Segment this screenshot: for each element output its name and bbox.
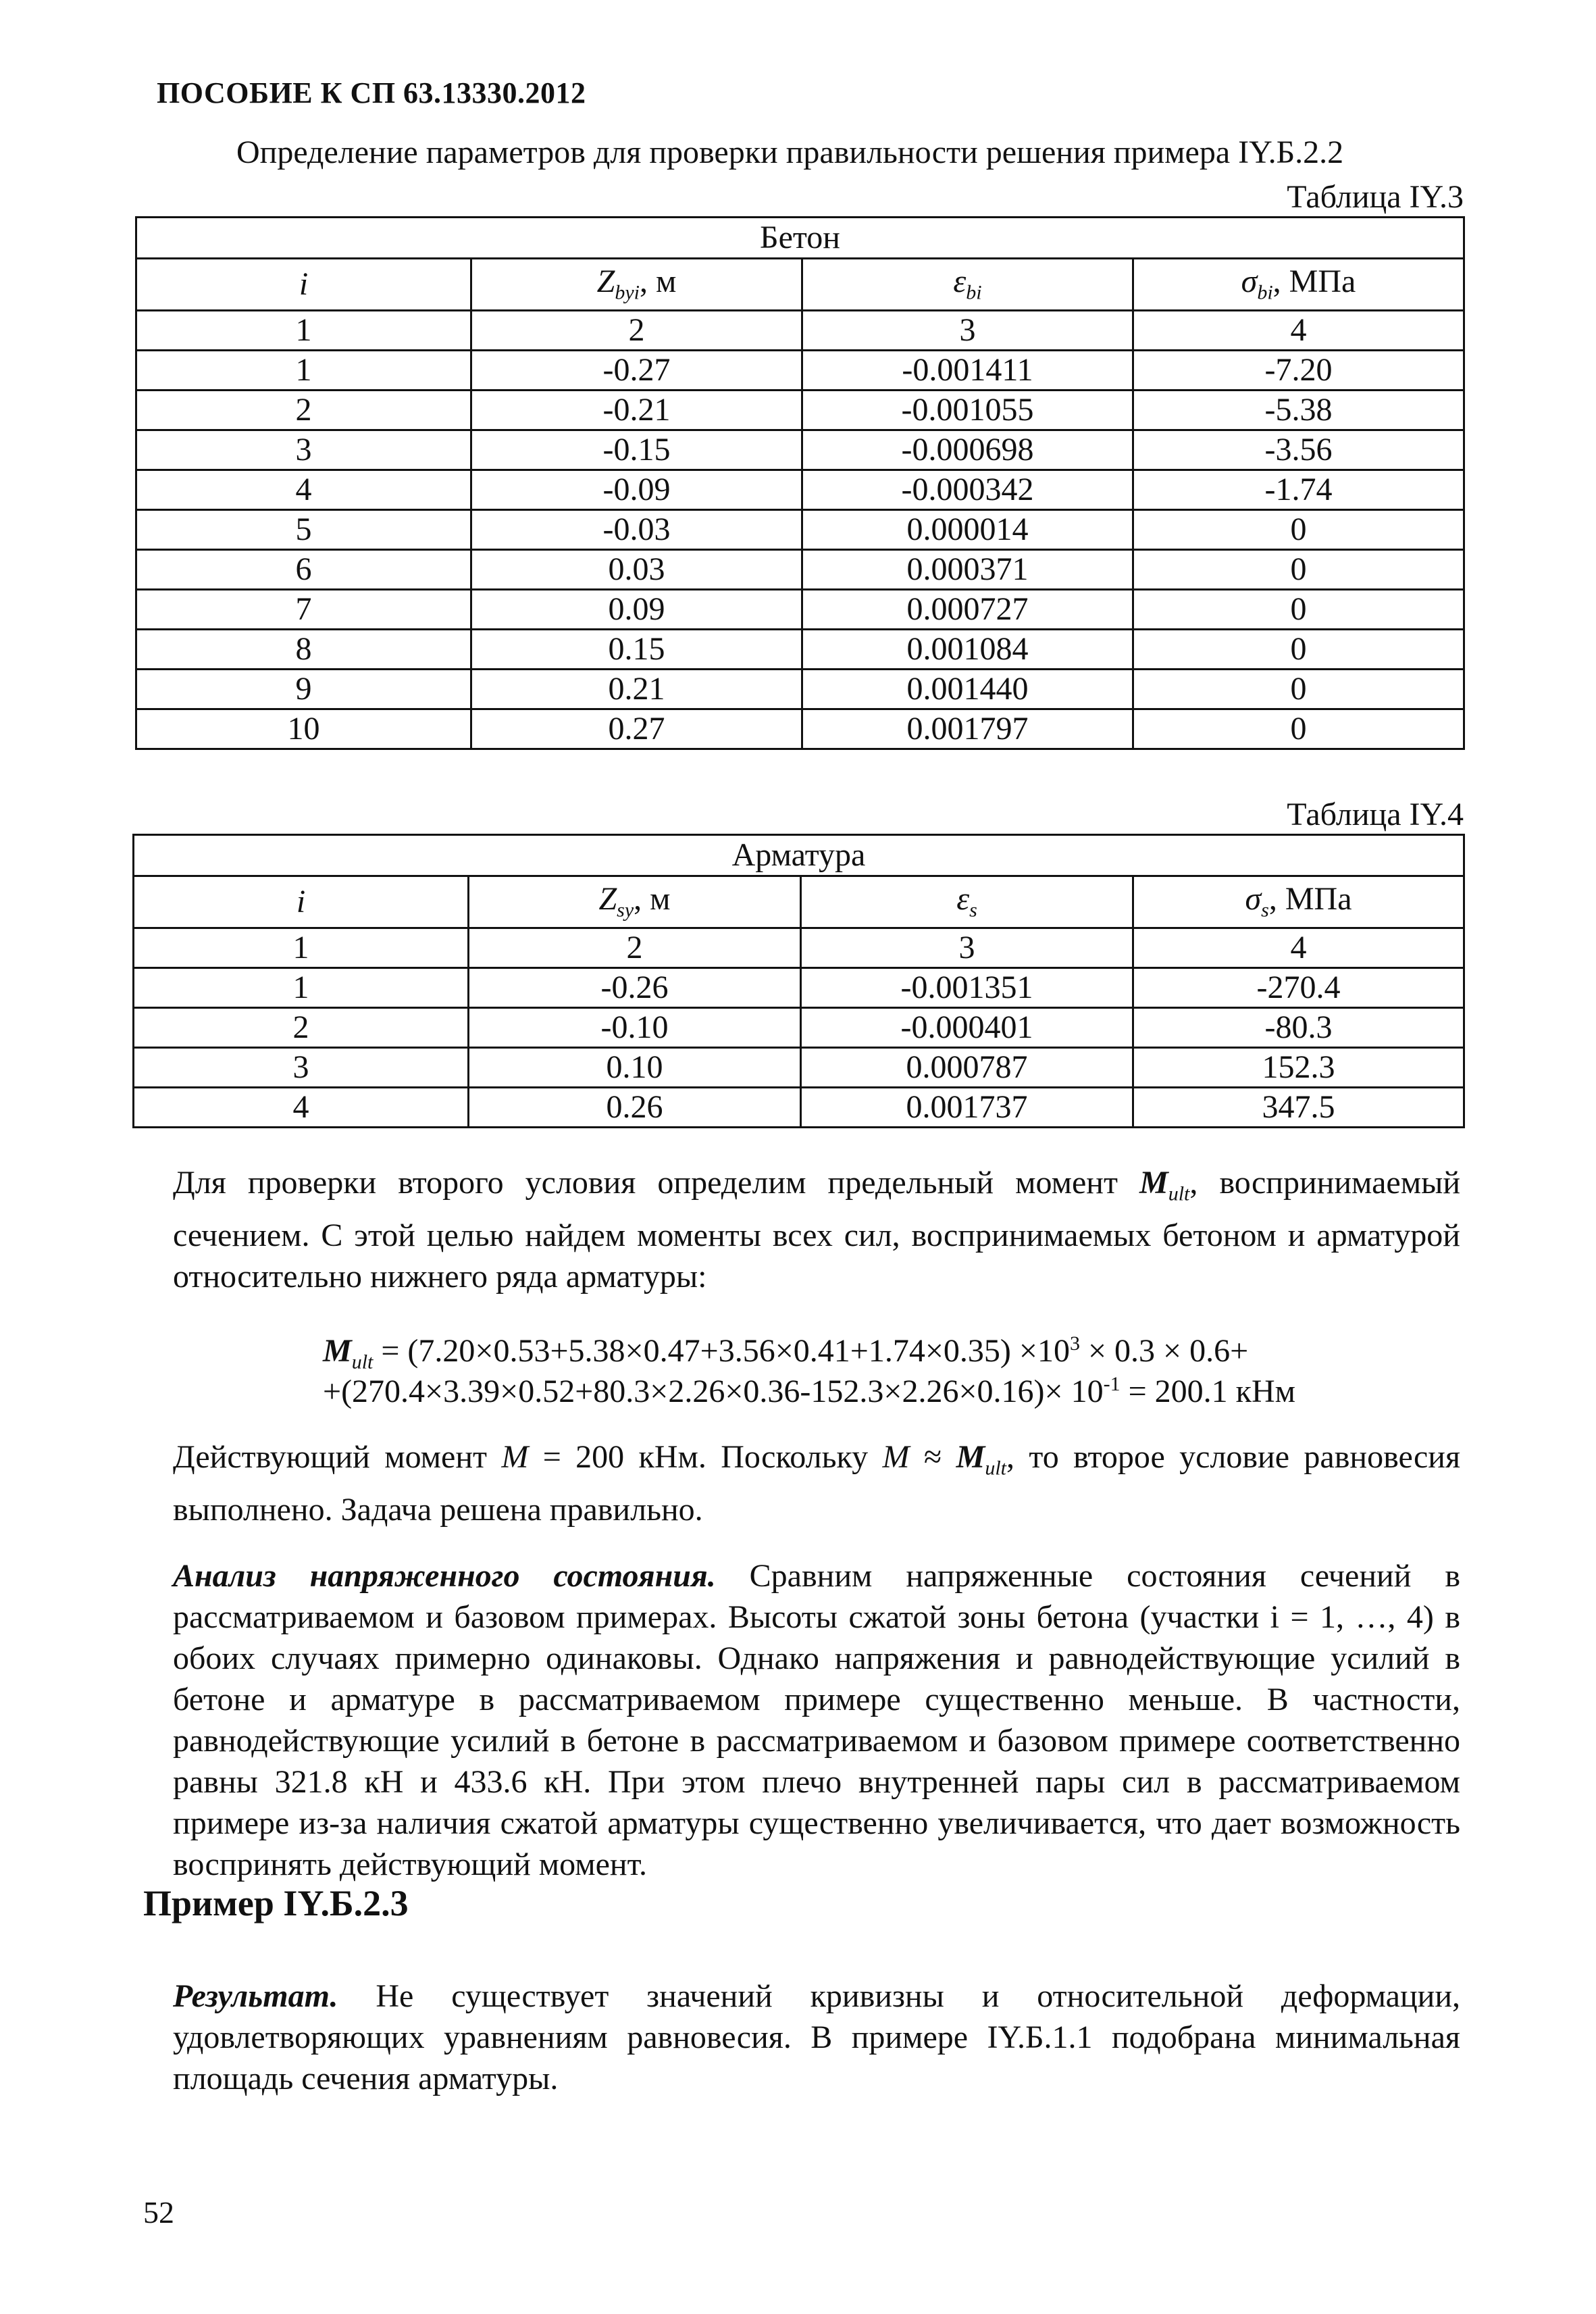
table-cell: -0.03 [471, 510, 802, 550]
table-cell: -0.001055 [802, 391, 1133, 430]
table-cell: 3 [134, 1048, 469, 1088]
table-cell: -0.27 [471, 351, 802, 391]
table-cell: -0.000342 [802, 470, 1133, 510]
column-number-row [134, 928, 1464, 968]
reinforcement-table [132, 834, 1465, 1128]
table-cell: 0.000014 [802, 510, 1133, 550]
table-cell: 1 [136, 311, 471, 351]
table-row [136, 391, 1464, 430]
table-cell: 0.10 [469, 1048, 801, 1088]
table-cell: 0.001737 [801, 1088, 1133, 1128]
column-number-row [136, 311, 1464, 351]
section-caption: Определение параметров для проверки правильности решения примера IY.Б.2.2 [236, 134, 1344, 170]
col-header-sigma: $\sigma_{bi}$, МПа [1133, 259, 1464, 311]
table-cell: -0.001351 [801, 968, 1133, 1008]
table-cell: -1.74 [1133, 470, 1464, 510]
table-cell: 0.001084 [802, 630, 1133, 670]
table-row [136, 351, 1464, 391]
table-cell: 10 [136, 709, 471, 749]
table-row [136, 630, 1464, 670]
table-cell: -0.000401 [801, 1008, 1133, 1048]
table-row [136, 510, 1464, 550]
table-cell: 3 [136, 430, 471, 470]
table-cell: -0.001411 [802, 351, 1133, 391]
table-row [134, 1008, 1464, 1048]
table-cell: 3 [801, 928, 1133, 968]
table-cell: -270.4 [1133, 968, 1464, 1008]
page-number: 52 [143, 2195, 174, 2230]
table-title-row [136, 218, 1464, 259]
table-row [136, 590, 1464, 630]
reinforcement-table-body [134, 968, 1464, 1128]
table-cell: -0.09 [471, 470, 802, 510]
table-cell: 0.26 [469, 1088, 801, 1128]
paragraph-result: Результат. Не существует значений кривизны и относительной деформации, удовлетворяющих уравнениям равновесия. В примере IY.Б.1.1 подобрана минимальная площадь сечения арматуры. [173, 1978, 1460, 2096]
table-cell: 0.001440 [802, 670, 1133, 709]
table-cell: 0.000787 [801, 1048, 1133, 1088]
table-cell: 2 [134, 1008, 469, 1048]
table-cell: 0.000727 [802, 590, 1133, 630]
table-cell: 0 [1133, 709, 1464, 749]
table-cell: -0.10 [469, 1008, 801, 1048]
lead-phrase: Анализ напряженного состояния. [173, 1558, 716, 1594]
table-cell: 4 [134, 1088, 469, 1128]
table-row [136, 709, 1464, 749]
table-cell: 0 [1133, 630, 1464, 670]
table-cell: -5.38 [1133, 391, 1464, 430]
table-cell: 1 [134, 928, 469, 968]
table-3-label: Таблица IY.3 [1287, 179, 1464, 215]
table-cell: 0 [1133, 550, 1464, 590]
table-cell: 0.03 [471, 550, 802, 590]
table-cell: 0.27 [471, 709, 802, 749]
table-row [136, 430, 1464, 470]
table-4-label: Таблица IY.4 [1287, 797, 1464, 832]
col-header-z: $Z_{sy}$, м [469, 876, 801, 928]
table-header-row [136, 259, 1464, 311]
table-cell: -0.000698 [802, 430, 1133, 470]
table-cell: 6 [136, 550, 471, 590]
col-header-sigma: $\sigma_s$, МПа [1133, 876, 1464, 928]
table-title-row [134, 835, 1464, 876]
equation-line-1: $M_{ult} = (7.20\times 0.53+5.38\times 0.47+3.56\times 0.41+1.74\times 0.35) \times 10^3 \times 0.3 \times 0.6+$ [323, 1332, 1249, 1374]
table-row [134, 1088, 1464, 1128]
table-cell: 347.5 [1133, 1088, 1464, 1128]
table-cell: 152.3 [1133, 1048, 1464, 1088]
table-row [136, 550, 1464, 590]
table-cell: 0 [1133, 670, 1464, 709]
table-row [136, 470, 1464, 510]
concrete-table-body [136, 351, 1464, 749]
table-cell: 0.15 [471, 630, 802, 670]
table-row [136, 670, 1464, 709]
table-cell: -0.21 [471, 391, 802, 430]
concrete-table [135, 216, 1465, 750]
table-cell: -7.20 [1133, 351, 1464, 391]
table-cell: 2 [469, 928, 801, 968]
table-cell: 8 [136, 630, 471, 670]
table-cell: 0 [1133, 590, 1464, 630]
table-cell: 5 [136, 510, 471, 550]
table-cell: 1 [134, 968, 469, 1008]
col-header-eps: $\varepsilon_{bi}$ [802, 259, 1133, 311]
col-header-i: i [134, 876, 469, 928]
table-title: Арматура [134, 835, 1464, 876]
paragraph-check: Действующий момент M = 200 кНм. Поскольку $M \approx M_{ult}$, то второе условие равновесия выполнено. Задача решена правильно. [173, 1439, 1461, 1528]
table-header-row [134, 876, 1464, 928]
table-cell: 0.09 [471, 590, 802, 630]
col-header-eps: $\varepsilon_s$ [801, 876, 1133, 928]
table-row [134, 968, 1464, 1008]
col-header-i: i [136, 259, 471, 311]
table-cell: 4 [1133, 928, 1464, 968]
table-cell: 0 [1133, 510, 1464, 550]
table-cell: 7 [136, 590, 471, 630]
table-cell: 1 [136, 351, 471, 391]
running-header: ПОСОБИЕ К СП 63.13330.2012 [157, 76, 586, 109]
table-title: Бетон [136, 218, 1464, 259]
table-cell: 4 [1133, 311, 1464, 351]
table-cell: 2 [471, 311, 802, 351]
table-cell: 9 [136, 670, 471, 709]
table-row [134, 1048, 1464, 1088]
table-cell: -80.3 [1133, 1008, 1464, 1048]
table-cell: 0.21 [471, 670, 802, 709]
table-cell: 0.001797 [802, 709, 1133, 749]
table-cell: 2 [136, 391, 471, 430]
table-cell: -0.15 [471, 430, 802, 470]
equation-line-2: $+(270.4\times 3.39\times 0.52+80.3\times 2.26\times 0.36-152.3\times 2.26\times 0.16)\times 10^{-1} = 200.1$ кНм [323, 1373, 1296, 1409]
table-cell: -3.56 [1133, 430, 1464, 470]
table-cell: 4 [136, 470, 471, 510]
table-cell: 0.000371 [802, 550, 1133, 590]
col-header-z: $Z_{byi}$, м [471, 259, 802, 311]
table-cell: 3 [802, 311, 1133, 351]
paragraph-stress-analysis: Анализ напряженного состояния. Сравним напряженные состояния сечений в рассматриваемом и базовом примерах. Высоты сжатой зоны бетона (участки i = 1, …, 4) в обоих случаях примерно одинаковы. Однако напряжения и равнодействующие усилий в бетоне и арматуре в рассматриваемом примере существенно меньше. В частности, равнодействующие усилий в бетоне в рассматриваемом и базовом примере соответственно равны 321.8 кН и 433.6 кН. При этом плечо внутренней пары сил в рассматриваемом примере из-за наличия сжатой арматуры существенно увеличивается, что дает возможность воспринять действующий момент. [173, 1558, 1461, 1882]
paragraph-ultimate-moment: Для проверки второго условия определим предельный момент $M_{ult}$, воспринимаемый сечением. С этой целью найдем моменты всех сил, воспринимаемых бетоном и арматурой относительно нижнего ряда арматуры: [173, 1165, 1461, 1294]
lead-phrase: Результат. [173, 1978, 338, 2014]
example-heading: Пример IY.Б.2.3 [143, 1883, 409, 1923]
table-cell: -0.26 [469, 968, 801, 1008]
